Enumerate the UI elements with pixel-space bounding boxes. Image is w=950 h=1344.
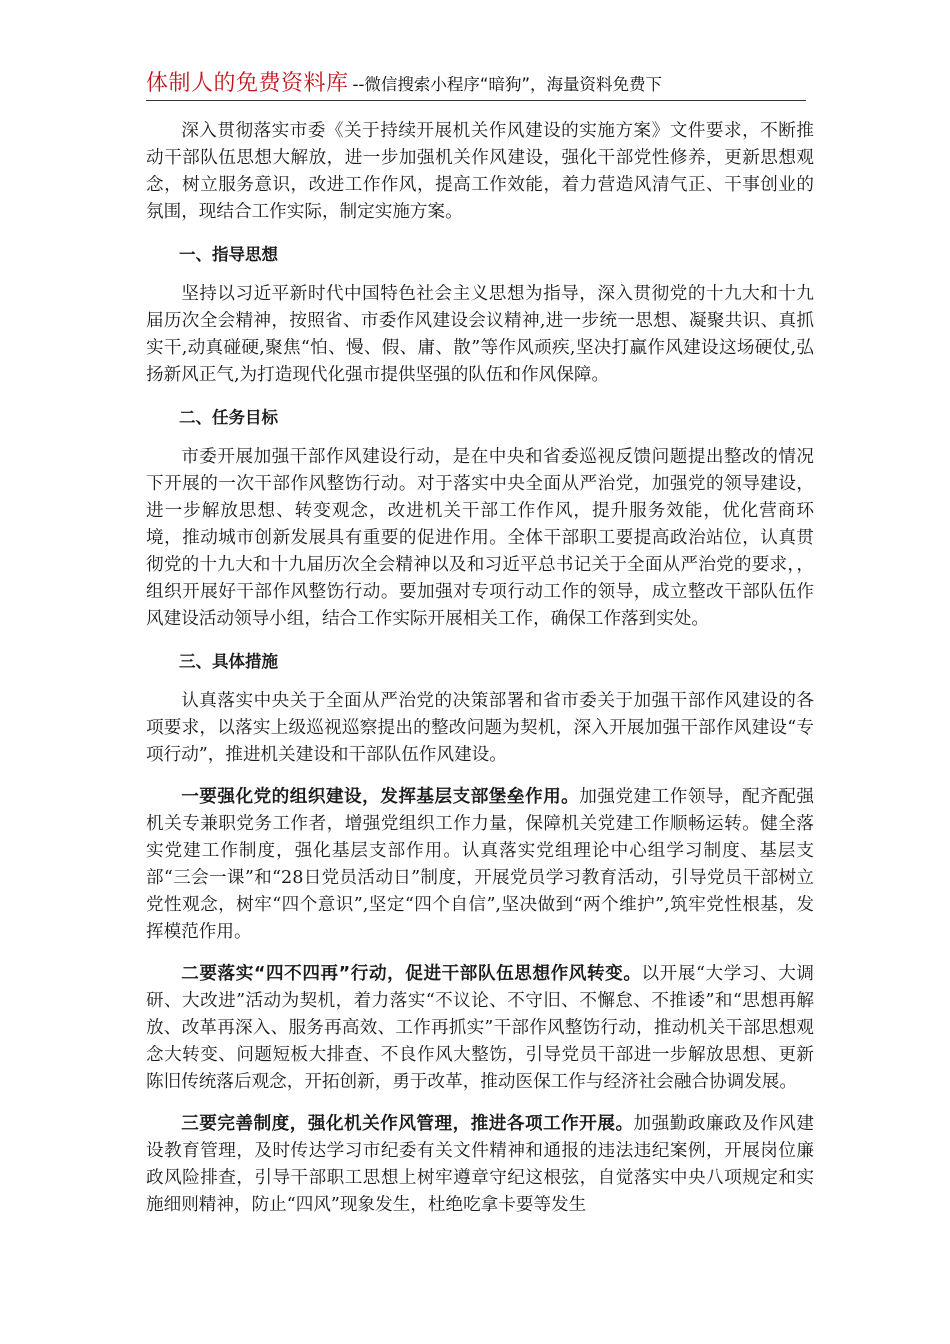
measure-paragraph [146,1111,814,1219]
page-header [146,66,806,101]
measure-lead: 三要完善制度，强化机关作风管理，推进各项工作开展。 [181,1114,634,1134]
intro-paragraph: 深入贯彻落实市委《关于持续开展机关作风建设的实施方案》文件要求，不断推动干部队伍思想大解放，进一步加强机关作风建设，强化干部党性修养，更新思想观念，树立服务意识，改进工作作风，提高工作效能，着力营造风清气正、干事创业的氛围，现结合工作实际，制定实施方案。 [146,121,814,222]
document-body [146,118,814,1234]
measure-lead: 一要强化党的组织建设，发挥基层支部堡垒作用。 [181,787,580,807]
section-heading-specific-measures: 三、具体措施 [179,652,278,671]
measure-text: 以开展“大学习、大调研、大改进”活动为契机，着力落实“不议论、不守旧、不懈怠、不推诿”和“思想再解放、改革再深入、服务再高效、工作再抓实”干部作风整饬行动，推动机关干部思想观念大转变、问题短板大排查、不良作风大整饬，引导党员干部进一步解放思想、更新陈旧传统落后观念，开拓创新，勇于改革，推动医保工作与经济社会融合协调发展。 [146,964,814,1092]
section-heading-guiding-ideology: 一、指导思想 [179,245,278,264]
header-tagline: --微信搜索小程序“暗狗”，海量资料免费下 [352,75,663,94]
measure-paragraph [146,784,814,946]
section-paragraph-task-goals: 市委开展加强干部作风建设行动，是在中央和省委巡视反馈问题提出整改的情况下开展的一次干部作风整饬行动。对于落实中央全面从严治党，加强党的领导建设，进一步解放思想、转变观念，改进机关干部工作作风，提升服务效能，优化营商环境，推动城市创新发展具有重要的促进作用。全体干部职工要提高政治站位，认真贯彻党的十九大和十九届历次全会精神以及和习近平总书记关于全面从严治党的要求，，组织开展好干部作风整饬行动。要加强对专项行动工作的领导，成立整改干部队伍作风建设活动领导小组，结合工作实际开展相关工作，确保工作落到实处。 [146,447,814,629]
header-brand: 体制人的免费资料库 [146,71,349,96]
measure-paragraph [146,961,814,1096]
section-heading-task-goals: 二、任务目标 [179,408,278,427]
section-paragraph-specific-measures: 认真落实中央关于全面从严治党的决策部署和省市委关于加强干部作风建设的各项要求，以落实上级巡视巡察提出的整改问题为契机，深入开展加强干部作风建设“专项行动”，推进机关建设和干部队伍作风建设。 [146,691,814,765]
measure-text: 加强党建工作领导，配齐配强机关专兼职党务工作者，增强党组织工作力量，保障机关党建工作顺畅运转。健全落实党建工作制度，强化基层支部作用。认真落实党组理论中心组学习制度、基层支部“三会一课”和“28日党员活动日”制度，开展党员学习教育活动，引导党员干部树立党性观念，树牢“四个意识”,坚定“四个自信”,坚决做到“两个维护”,筑牢党性根基，发挥模范作用。 [146,787,814,942]
measure-lead: 二要落实“四不四再”行动，促进干部队伍思想作风转变。 [181,964,642,984]
measure-text: 加强勤政廉政及作风建设教育管理，及时传达学习市纪委有关文件精神和通报的违法违纪案例，开展岗位廉政风险排查，引导干部职工思想上树牢遵章守纪这根弦，自觉落实中央八项规定和实施细则精神，防止“四风”现象发生，杜绝吃拿卡要等发生 [146,1114,814,1215]
section-paragraph-guiding-ideology: 坚持以习近平新时代中国特色社会主义思想为指导，深入贯彻党的十九大和十九届历次全会精神，按照省、市委作风建设会议精神,进一步统一思想、凝聚共识、真抓实干,动真碰硬,聚焦“怕、慢、假、庸、散”等作风顽疾,坚决打赢作风建设这场硬仗,弘扬新风正气,为打造现代化强市提供坚强的队伍和作风保障。 [146,284,814,385]
